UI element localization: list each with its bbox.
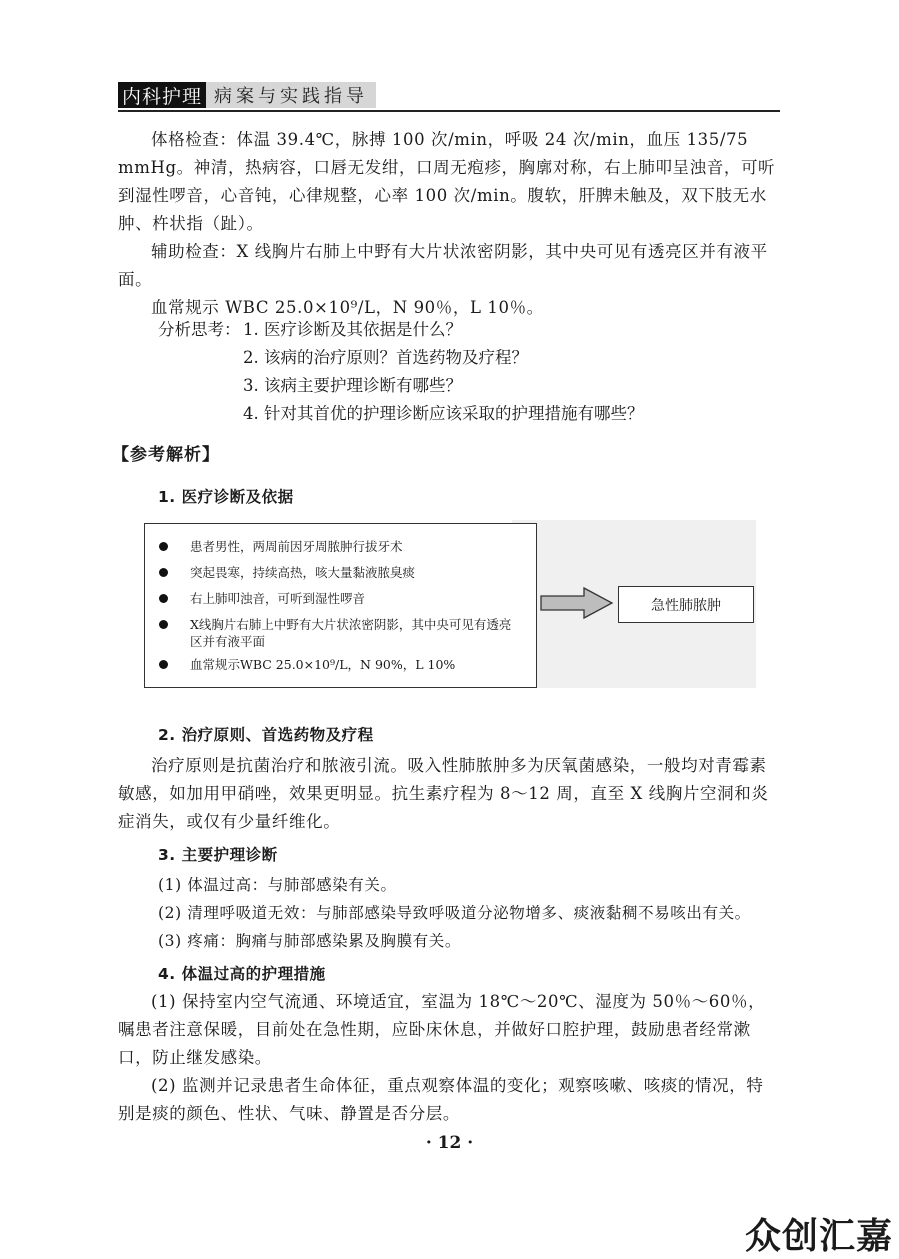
- blood-test-paragraph: 血常规示 WBC 25.0×10⁹/L，N 90％，L 10％。: [151, 298, 544, 317]
- measure-paragraph-2: (2) 监测并记录患者生命体征，重点观察体温的变化；观察咳嗽、咳痰的情况，特别是痰的颜色、性状、气味、静置是否分层。: [118, 1076, 764, 1123]
- section-3-title: 3. 主要护理诊断: [158, 846, 278, 864]
- bullet-icon: [159, 594, 168, 603]
- book-subtitle: 病案与实践指导: [206, 82, 376, 108]
- arrow-right-icon: [540, 586, 614, 620]
- page-number: · 12 ·: [425, 1133, 474, 1153]
- evidence-box: 患者男性，两周前因牙周脓肿行拔牙术 突起畏寒，持续高热，咳大量黏液脓臭痰 右上肺叩浊音，可听到湿性啰音 X线胸片右肺上中野有大片状浓密阴影，其中央可见有透亮区并有液平面 血常规示WBC 25.0×10⁹/L，N 90%，L 10%: [144, 523, 537, 688]
- section-1-title: 1. 医疗诊断及依据: [158, 488, 294, 506]
- bullet-icon: [159, 542, 168, 551]
- nursing-diagnosis-item: (2) 清理呼吸道无效：与肺部感染导致呼吸道分泌物增多、痰液黏稠不易咳出有关。: [158, 904, 751, 922]
- bullet-icon: [159, 620, 168, 629]
- bullet-icon: [159, 660, 168, 669]
- physical-exam-paragraph: 体格检查：体温 39.4℃，脉搏 100 次/min，呼吸 24 次/min，血压 135/75 mmHg。神清，热病容，口唇无发绀，口周无疱疹，胸廓对称，右上肺叩呈浊音，可听到湿性啰音，心音钝，心律规整，心率 100 次/min。腹软，肝脾未触及，双下肢无水肿、杵状指（趾）。: [118, 130, 776, 233]
- nursing-diagnosis-item: (3) 疼痛：胸痛与肺部感染累及胸膜有关。: [158, 932, 461, 950]
- question-item: 3. 该病主要护理诊断有哪些？: [243, 376, 462, 395]
- question-item: 1. 医疗诊断及其依据是什么？: [243, 320, 462, 339]
- nursing-diagnosis-item: (1) 体温过高：与肺部感染有关。: [158, 876, 397, 894]
- bullet-icon: [159, 568, 168, 577]
- analysis-title: 【参考解析】: [112, 445, 220, 465]
- aux-exam-paragraph: 辅助检查：X 线胸片右肺上中野有大片状浓密阴影，其中央可见有透亮区并有液平面。: [118, 242, 768, 289]
- section-2-title: 2. 治疗原则、首选药物及疗程: [158, 726, 374, 744]
- questions-label: 分析思考：: [158, 320, 241, 339]
- question-item: 2. 该病的治疗原则？首选药物及疗程？: [243, 348, 528, 367]
- watermark-logo: 众创汇嘉: [744, 1216, 893, 1257]
- question-item: 4. 针对其首优的护理诊断应该采取的护理措施有哪些？: [243, 404, 644, 423]
- header-rule: [118, 110, 780, 112]
- diagnosis-result-box: 急性肺脓肿: [618, 586, 754, 623]
- section-4-title: 4. 体温过高的护理措施: [158, 965, 326, 983]
- treatment-paragraph: 治疗原则是抗菌治疗和脓液引流。吸入性肺脓肿多为厌氧菌感染，一般均对青霉素敏感，如加用甲硝唑，效果更明显。抗生素疗程为 8～12 周，直至 X 线胸片空洞和炎症消失，或仅有少量纤维化。: [118, 756, 769, 831]
- series-title: 内科护理: [118, 82, 206, 108]
- running-header: [118, 82, 376, 108]
- measure-paragraph-1: (1) 保持室内空气流通、环境适宜，室温为 18℃～20℃、湿度为 50％～60％，嘱患者注意保暖，目前处在急性期，应卧床休息，并做好口腔护理，鼓励患者经常漱口，防止继发感染。: [118, 992, 766, 1067]
